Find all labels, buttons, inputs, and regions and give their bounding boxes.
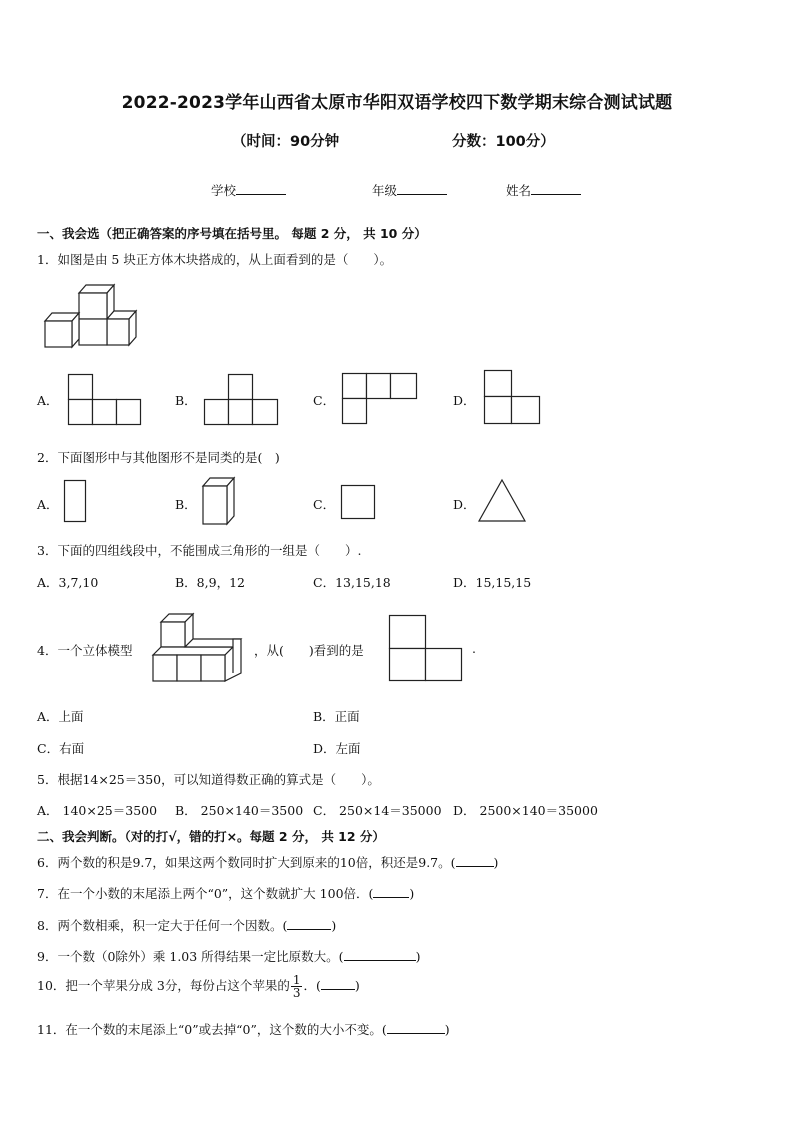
question-10-text: 10．把一个苹果分成 3分，每份占这个苹果的 <box>37 978 290 993</box>
question-10 <box>37 974 360 999</box>
question-9-text: 9．一个数（0除外）乘 1.03 所得结果一定比原数大。( <box>37 949 344 964</box>
q4-view-figure <box>389 615 465 683</box>
question-1: 1．如图是由 5 块正方体木块搭成的，从上面看到的是（ ）。 <box>37 252 393 267</box>
q5-option-a[interactable]: A． 140×25＝3500 <box>37 803 158 818</box>
exam-score: 分数：100分） <box>452 134 555 150</box>
q1-option-a-figure <box>68 374 143 426</box>
q3-option-d[interactable]: D．15,15,15 <box>453 575 532 590</box>
q2-option-b-cuboid <box>201 477 237 527</box>
grade-field[interactable] <box>372 181 447 199</box>
q2-option-d-triangle <box>478 479 528 524</box>
q5-option-d[interactable]: D． 2500×140＝35000 <box>453 803 598 818</box>
q4-model-figure <box>152 614 247 684</box>
q2-option-c[interactable]: C． <box>313 497 336 512</box>
q1-option-c[interactable]: C． <box>313 393 336 408</box>
question-4-prefix: 4．一个立体模型 <box>37 643 133 658</box>
name-field[interactable] <box>506 181 581 199</box>
exam-time: （时间：90分钟 <box>232 134 340 150</box>
q2-option-d[interactable]: D． <box>453 497 476 512</box>
q5-option-b[interactable]: B． 250×140＝3500 <box>175 803 304 818</box>
grade-label: 年级 <box>372 183 398 198</box>
q7-answer-blank[interactable] <box>373 885 409 898</box>
question-4-middle: ，从( )看到的是 <box>254 643 364 658</box>
q11-answer-blank[interactable] <box>387 1021 445 1034</box>
q1-option-b[interactable]: B． <box>175 393 197 408</box>
question-4-end: . <box>472 641 476 656</box>
fraction-one-third: $\frac{1}{3}$ <box>292 973 301 1000</box>
q2-option-b[interactable]: B． <box>175 497 197 512</box>
question-5: 5．根据14×25＝350，可以知道得数正确的算式是（ ）。 <box>37 772 380 787</box>
q4-option-a[interactable]: A．上面 <box>37 709 84 724</box>
question-11 <box>37 1020 450 1038</box>
q4-option-b[interactable]: B．正面 <box>313 709 360 724</box>
q4-option-c[interactable]: C．右面 <box>37 741 85 756</box>
q1-option-b-figure <box>204 374 282 426</box>
q1-option-a[interactable]: A． <box>37 393 59 408</box>
question-8 <box>37 916 336 934</box>
question-7 <box>37 884 414 902</box>
q4-option-d[interactable]: D．左面 <box>313 741 361 756</box>
q8-answer-blank[interactable] <box>287 917 331 930</box>
question-11-text: 11．在一个数的末尾添上“0”或去掉“0”，这个数的大小不变。( <box>37 1022 387 1037</box>
q3-option-a[interactable]: A．3,7,10 <box>37 575 99 590</box>
question-8-text: 8．两个数相乘，积一定大于任何一个因数。( <box>37 918 288 933</box>
school-field[interactable] <box>211 181 286 199</box>
page-title: 2022-2023学年山西省太原市华阳双语学校四下数学期末综合测试试题 <box>121 93 673 113</box>
q3-option-c[interactable]: C．13,15,18 <box>313 575 391 590</box>
q7-close: ) <box>409 886 415 901</box>
q2-option-a-rectangle <box>64 480 88 525</box>
q1-option-d-figure <box>484 370 542 426</box>
question-7-text: 7．在一个小数的末尾添上两个“0”，这个数就扩大 100倍．( <box>37 886 374 901</box>
cube-model-figure <box>44 285 139 350</box>
q1-option-d[interactable]: D． <box>453 393 476 408</box>
q11-close: ) <box>444 1022 450 1037</box>
q3-option-b[interactable]: B．8,9，12 <box>175 575 245 590</box>
section-1-heading: 一、我会选（把正确答案的序号填在括号里。 每题 2 分， 共 10 分） <box>37 226 427 241</box>
q9-close: ) <box>415 949 421 964</box>
name-label: 姓名 <box>506 183 532 198</box>
q8-close: ) <box>331 918 337 933</box>
q10-close: ) <box>354 978 360 993</box>
question-9 <box>37 947 420 965</box>
question-6-text: 6．两个数的积是9.7，如果这两个数同时扩大到原来的10倍，积还是9.7。( <box>37 855 456 870</box>
q9-answer-blank[interactable] <box>344 948 416 961</box>
section-2-heading: 二、我会判断。（对的打√，错的打×。每题 2 分， 共 12 分） <box>37 829 385 844</box>
q2-option-a[interactable]: A． <box>37 497 59 512</box>
question-10-post: ．( <box>303 978 321 993</box>
q1-option-c-figure <box>342 373 420 427</box>
q6-close: ) <box>493 855 499 870</box>
q10-answer-blank[interactable] <box>321 977 355 990</box>
question-6 <box>37 853 498 871</box>
q6-answer-blank[interactable] <box>456 854 494 867</box>
question-3: 3．下面的四组线段中，不能围成三角形的一组是（ ）. <box>37 543 362 558</box>
q2-option-c-square <box>341 485 377 521</box>
q5-option-c[interactable]: C． 250×14＝35000 <box>313 803 442 818</box>
school-label: 学校 <box>211 183 237 198</box>
question-2: 2．下面图形中与其他图形不是同类的是( ) <box>37 450 280 465</box>
